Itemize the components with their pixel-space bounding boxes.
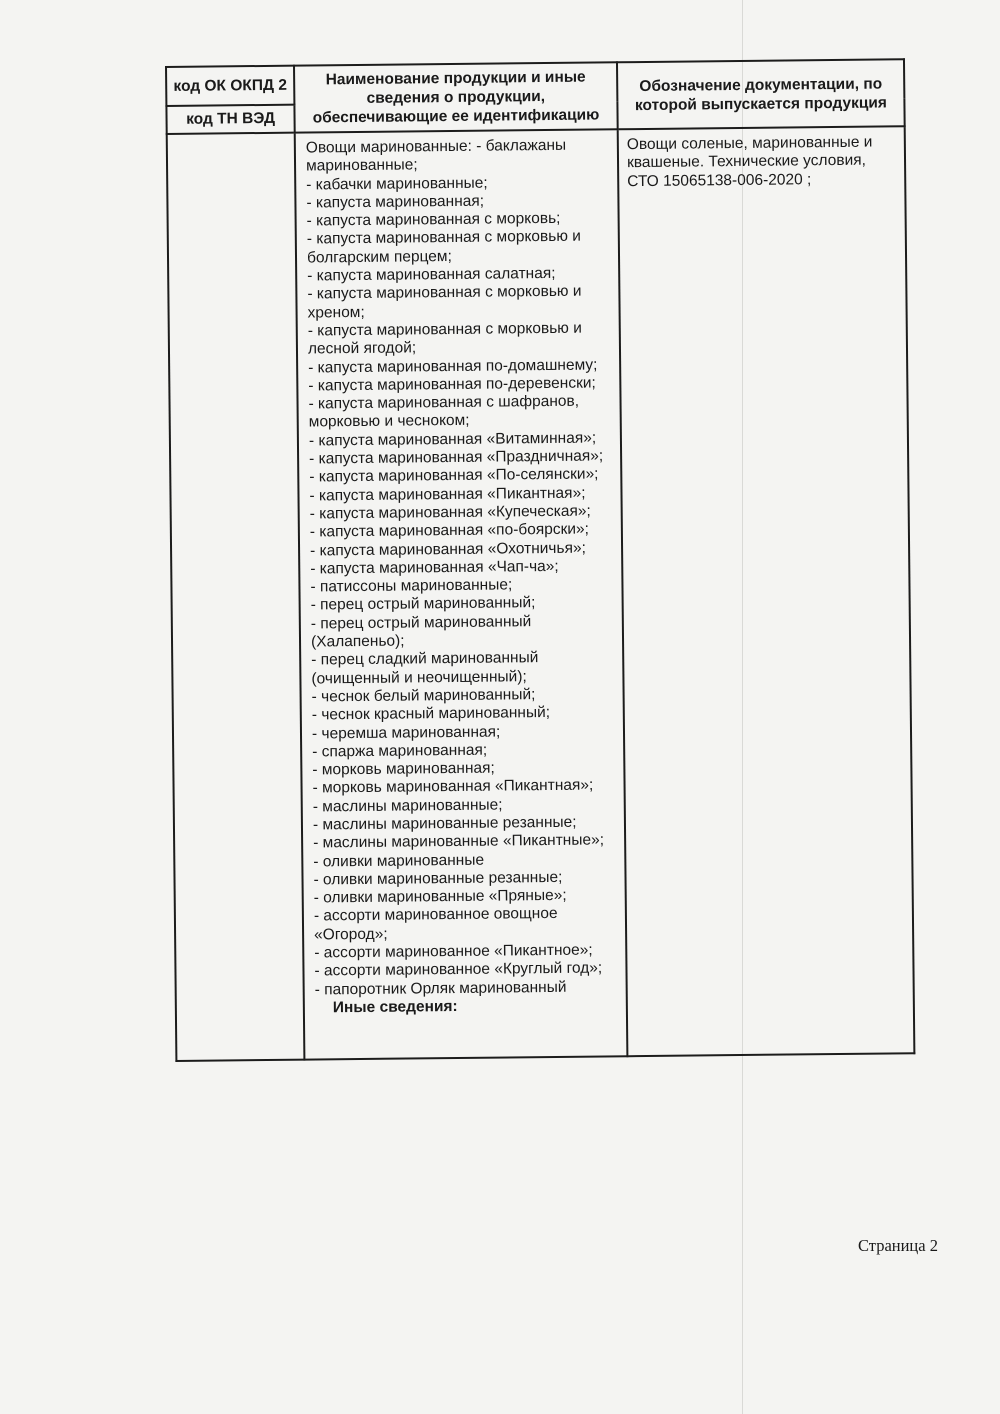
list-item: - капуста маринованная с шафранов, морковью и чесноком;	[308, 392, 580, 431]
header-code-tnved: код ТН ВЭД	[166, 105, 294, 134]
header-documentation: Обозначение документации, по которой выпускается продукция	[617, 59, 905, 129]
list-item: - капуста маринованная по-деревенски;	[308, 374, 596, 395]
list-item: Овощи маринованные: - баклажаны маринованные;	[305, 136, 567, 175]
list-item: - морковь маринованная «Пикантная»;	[312, 776, 594, 797]
list-item: - ассорти маринованное овощное «Огород»;	[313, 905, 558, 944]
list-item: - чеснок красный маринованный;	[311, 704, 551, 724]
list-item: - капуста маринованная «Купеческая»;	[309, 502, 591, 523]
list-item: - патиссоны маринованные;	[310, 576, 513, 596]
list-item: - капуста маринованная «По-селянски»;	[309, 465, 599, 486]
list-item: - оливки маринованные	[313, 851, 485, 871]
list-item: - маслины маринованные резанные;	[312, 813, 577, 834]
list-item: - капуста маринованная с морковью и хреном;	[307, 283, 582, 322]
list-item: - чеснок белый маринованный;	[311, 686, 536, 706]
product-list	[306, 136, 620, 999]
list-item: - капуста маринованная с морковью и лесной ягодой;	[307, 319, 582, 358]
list-item: - капуста маринованная по-домашнему;	[308, 356, 598, 377]
table-header-row	[166, 59, 904, 106]
code-cell	[167, 133, 305, 1061]
list-item: - спаржа маринованная;	[312, 741, 488, 761]
list-item: - морковь маринованная;	[312, 759, 495, 779]
list-item: - капуста маринованная с морковь;	[306, 210, 561, 230]
list-item: - капуста маринованная;	[306, 192, 485, 212]
product-table	[165, 58, 915, 1062]
list-item: - капуста маринованная «Пикантная»;	[309, 484, 586, 505]
header-code-okpd: код ОК ОКПД 2	[166, 66, 294, 106]
list-item: - капуста маринованная «Охотничья»;	[309, 539, 586, 560]
list-item: - капуста маринованная салатная;	[307, 265, 556, 285]
list-item: - ассорти маринованное «Пикантное»;	[314, 941, 593, 962]
list-item: - папоротник Орляк маринованный	[314, 978, 567, 999]
header-product-name: Наименование продукции и иные сведения о продукции, обеспечивающие ее идентификацию	[294, 62, 618, 132]
list-item: - перец острый маринованный (Халапеньо);	[310, 612, 532, 651]
list-item: - оливки маринованные «Пряные»;	[313, 887, 567, 907]
other-info-label: Иные сведения:	[332, 997, 458, 1017]
list-item: - кабачки маринованные;	[306, 174, 488, 194]
product-list-cell	[295, 129, 628, 1059]
list-item: - капуста маринованная с морковью и болгарским перцем;	[306, 228, 581, 267]
list-item: - ассорти маринованное «Круглый год»;	[314, 959, 603, 980]
list-item: - перец острый маринованный;	[310, 594, 536, 614]
documentation-cell: Овощи соленые, маринованные и квашеные. Технические условия, СТО 15065138-006-2020 ;	[618, 126, 915, 1056]
table-row	[167, 126, 915, 1061]
list-item: - капуста маринованная «Праздничная»;	[309, 447, 604, 468]
list-item: - маслины маринованные;	[312, 796, 503, 816]
list-item: - оливки маринованные резанные;	[313, 868, 563, 889]
list-item: - маслины маринованные «Пикантные»;	[313, 831, 605, 852]
list-item: - перец сладкий маринованный (очищенный и неочищенный);	[311, 649, 539, 688]
list-item: - капуста маринованная «по-боярски»;	[309, 520, 590, 541]
list-item: - черемша маринованная;	[311, 723, 501, 742]
list-item: - капуста маринованная «Витаминная»;	[308, 429, 597, 450]
list-item: - капуста маринованная «Чап-ча»;	[310, 557, 559, 578]
page-number: Страница 2	[858, 1236, 938, 1255]
